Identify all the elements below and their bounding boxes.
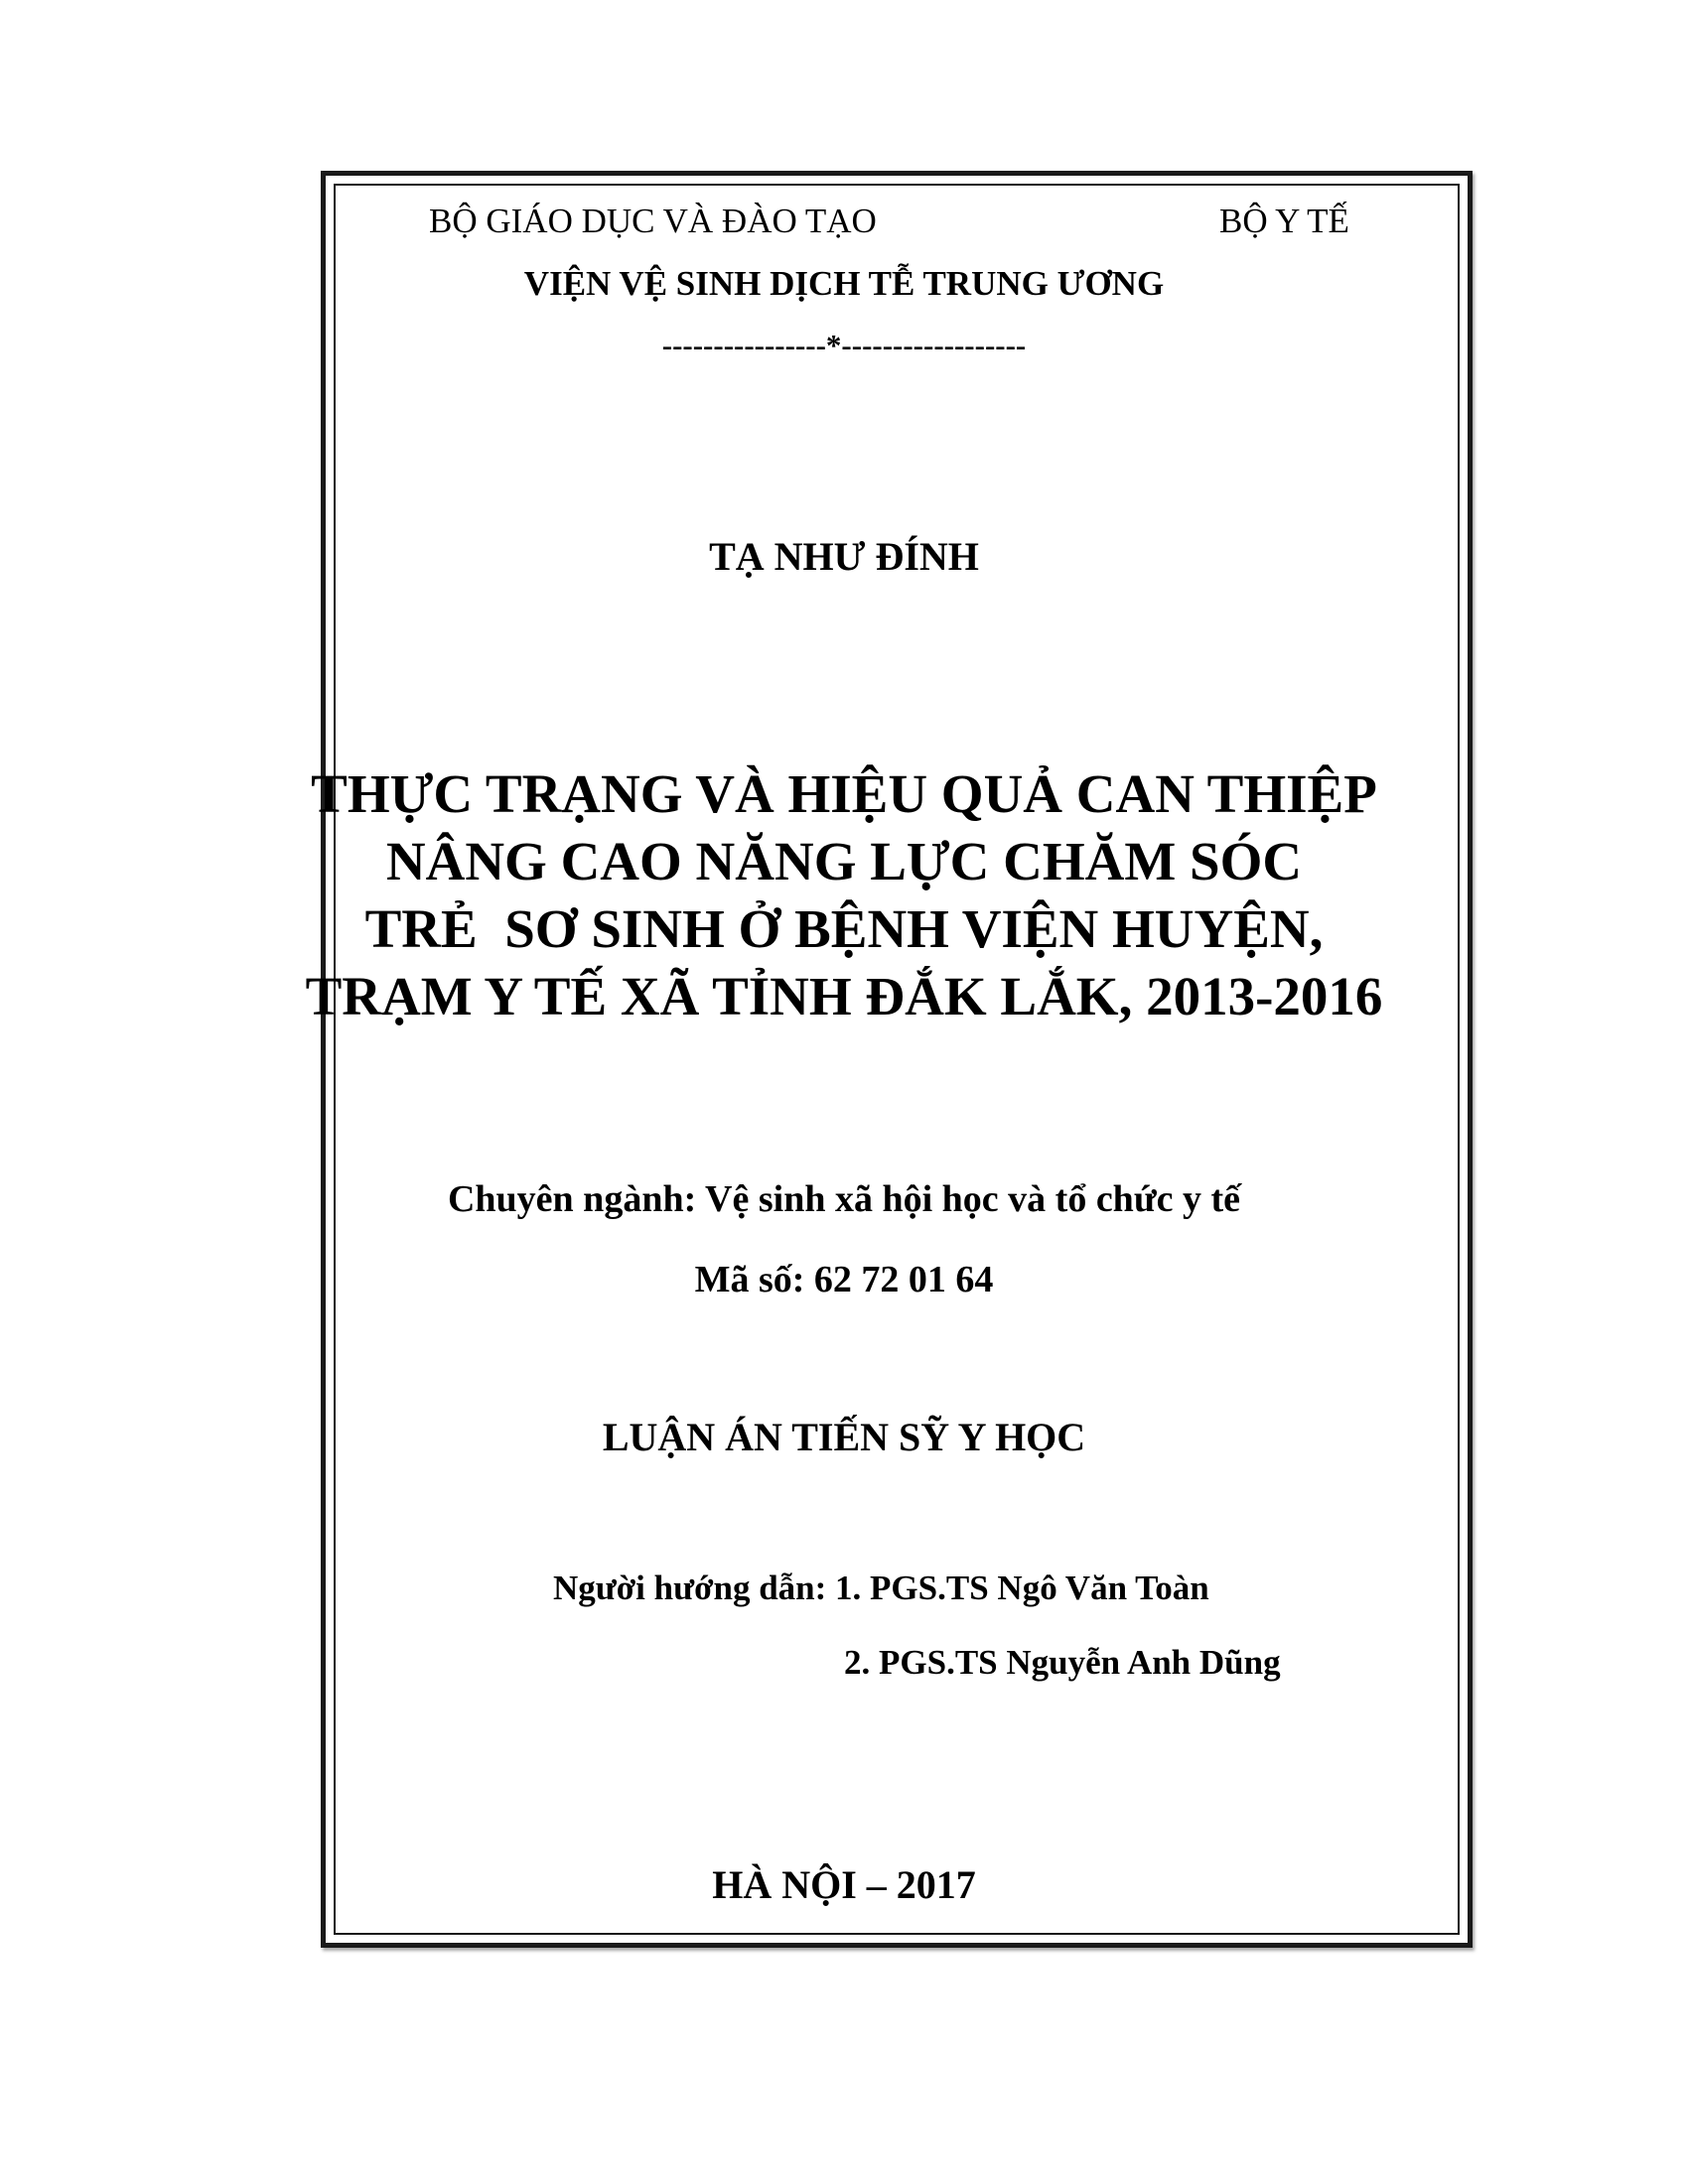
thesis-title (0, 760, 1688, 1030)
ministry-health-label: BỘ Y TẾ (1219, 202, 1349, 240)
author-name: TẠ NHƯ ĐÍNH (709, 534, 979, 579)
thesis-title-line: TRẺ SƠ SINH Ở BỆNH VIỆN HUYỆN, (364, 898, 1324, 959)
thesis-title-line: NÂNG CAO NĂNG LỰC CHĂM SÓC (385, 831, 1303, 891)
header-divider: ----------------*------------------ (661, 328, 1027, 362)
major-code: Mã số: 62 72 01 64 (694, 1259, 994, 1300)
thesis-title-line: THỰC TRẠNG VÀ HIỆU QUẢ CAN THIỆP (311, 763, 1377, 824)
place-year: HÀ NỘI – 2017 (712, 1862, 976, 1907)
advisor-line-1: Người hướng dẫn: 1. PGS.TS Ngô Văn Toàn (553, 1569, 1209, 1607)
advisor-line-2: 2. PGS.TS Nguyễn Anh Dũng (844, 1643, 1281, 1682)
thesis-title-line: TRẠM Y TẾ XÃ TỈNH ĐẮK LẮK, 2013-2016 (305, 966, 1383, 1026)
degree-type: LUẬN ÁN TIẾN SỸ Y HỌC (602, 1415, 1086, 1459)
ministry-education-label: BỘ GIÁO DỤC VÀ ĐÀO TẠO (429, 202, 877, 240)
major-field: Chuyên ngành: Vệ sinh xã hội học và tổ chức y tế (447, 1178, 1241, 1220)
institute-name: VIỆN VỆ SINH DỊCH TỄ TRUNG ƯƠNG (523, 264, 1165, 303)
